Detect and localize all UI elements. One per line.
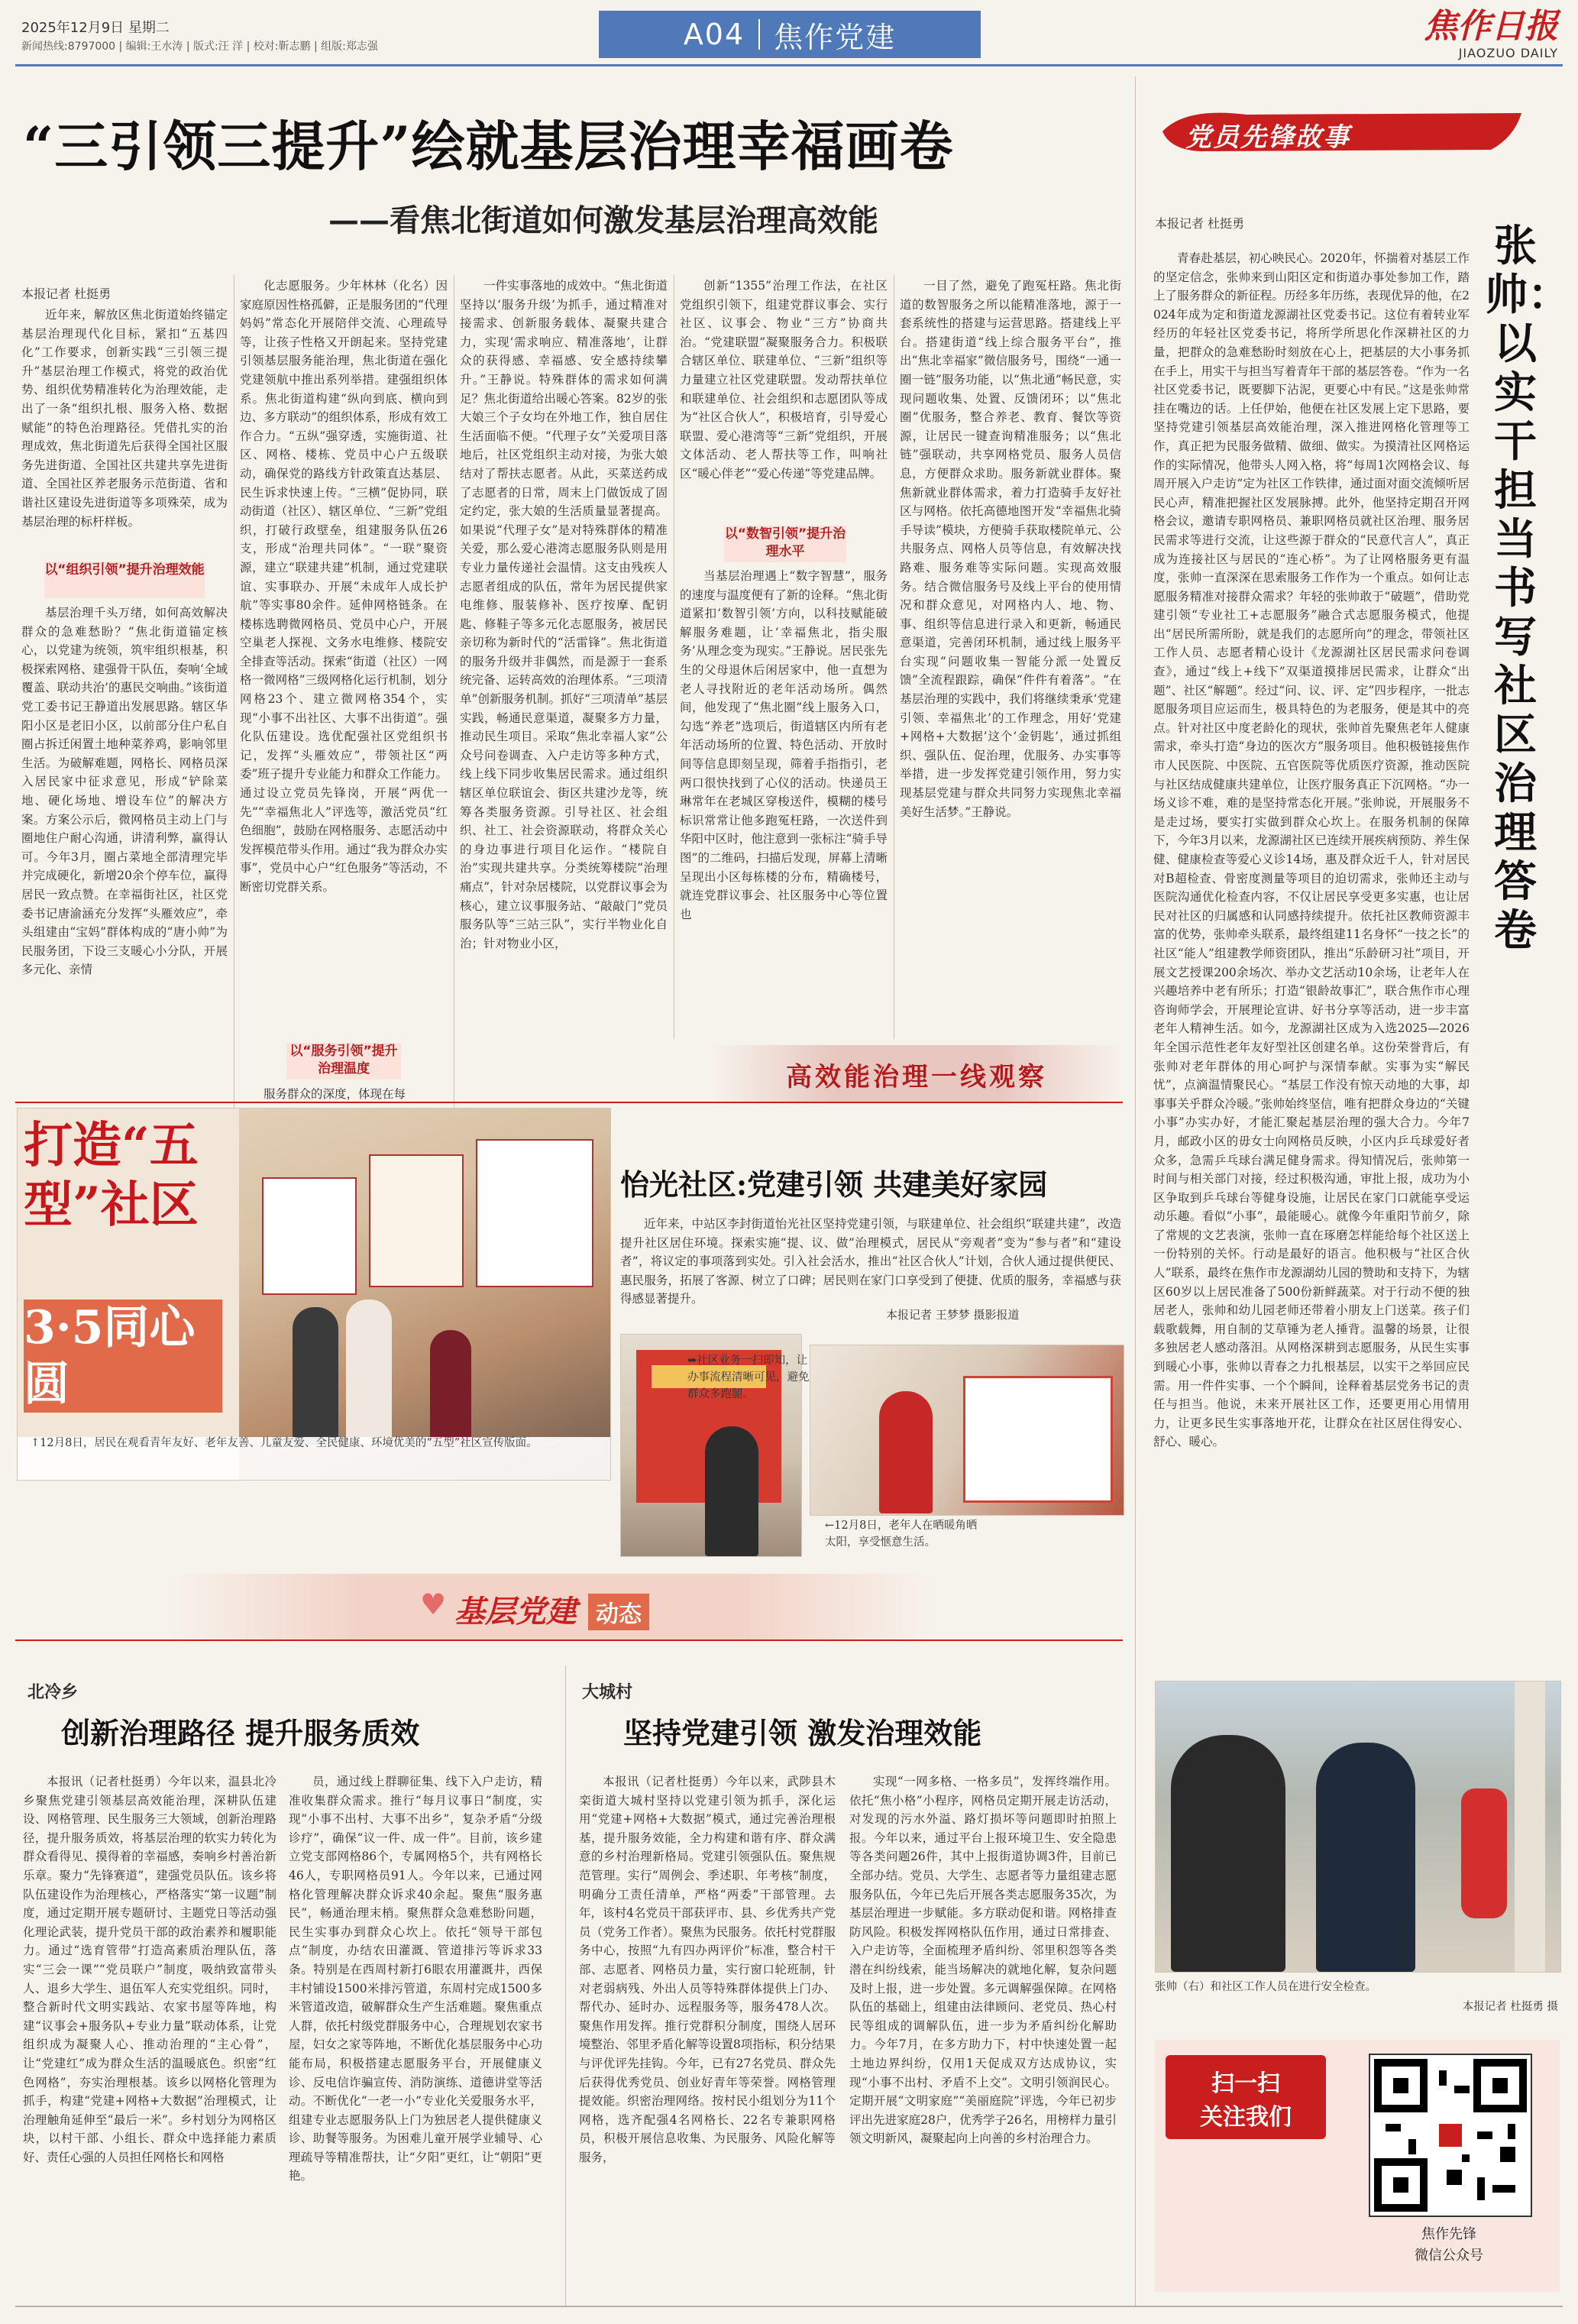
- story-banner: [1155, 107, 1529, 156]
- qr-label-b: 关注我们: [1200, 2104, 1292, 2131]
- qr-text-a: 焦作先锋: [1421, 2226, 1476, 2242]
- main-col4-text: 创新“1355”治理工作法，在社区党组织引领下，组建党群议事会、实行社区、议事会、物业“三方”协商共治。“党建联盟”凝聚服务合力。积极联合辖区单位、联建单位、“三新”组织等力量建立社区党建联盟。发动帮扶单位和联建单位、社会组织和志愿团队等成为“社区合伙人”，积极培育，引导爱心联盟、爱心港湾等“三新”党组织，开展文体活动、老人帮扶等工作，叫响社区“暖心伴老”“爱心传递”等党建品牌。: [680, 279, 888, 481]
- story-title: 张帅： 以实干担当书写社区治理答卷: [1485, 221, 1570, 956]
- photo-slogan-b: 3·5同心圆: [24, 1300, 222, 1413]
- photo-safety-check: [1155, 1681, 1561, 1973]
- main-col5-text: 一目了然，避免了跑冤枉路。焦北街道的数智服务之所以能精准落地，源于一套系统性的搭建与运营思路。搭建线上平台。搭建街道“线上综合服务平台”，推出“焦北幸福家”微信服务号，围绕“一通一圈一链”服务功能，以“焦北通”畅民意，实现问题收集、处置、反馈闭环；以“焦北圈”优服务，整合养老、教育、餐饮等资源，让居民一键查询精准服务；以“焦北链”强联动，共享网格党员、服务人员信息，方便群众求助。服务新就业群体。聚焦新就业群体需求，着力打造骑手友好社区与网格。依托高德地图开发“幸福焦北骑手导读”模块，方便骑手获取楼院单元、公共服务点、网格人员等信息，有效解决找路难、服务难等实际问题。实现高效服务。结合微信服务号及线上平台的使用情况和群众意见，对网格内人、地、物、事、组织等信息进行录入和更新，畅通民意渠道，完善闭环机制，通过线上服务平台实现“问题收集一智能分派一处置反馈”全流程跟踪，确保“件件有着落”。“在基层治理的实践中，我们将继续秉承‘党建引领、幸福焦北’的工作理念，用好‘党建+网格+大数据’这个‘金钥匙’，通过抓组织、强队伍、促治理，优服务、办实事等举措，进一步发挥党建引领作用，努力实现基层党建与群众共同努力实现焦北幸福美好生活梦。”王静说。: [900, 279, 1121, 819]
- qr-code-icon: [1370, 2055, 1531, 2216]
- dyn-left-col2: 员，通过线上群聊征集、线下入户走访，精准收集群众需求。推行“每月议事日”制度，实现“小事不出村、大事不出乡”，复杂矛盾“分级诊疗”，确保“议一件、成一件”。目前，该乡建立党支部网格86个，专属网格5个，共有网格长46人，专职网格员91人。今年以来，已通过网格化管理解决群众诉求40余起。聚焦“服务惠民”，畅通治理末梢。聚焦群众急难愁盼问题，民生实事办到群众心坎上。依托“领导干部包点”制度，办结农田灌溉、管道排污等诉求33条。特别是在西周村新打6眼农用灌溉井，西保丰村铺设1500米排污管道，东周村完成1500多米管道改造，破解群众生产生活难题。聚焦重点人群，依托村级党群服务中心，合理规划农家书屋，妇女之家等阵地，不断优化基层服务中心功能布局，积极搭建志愿服务平台，开展健康义诊、反电信诈骗宣传、消防演练、道德讲堂等活动。不断优化“一老一小”专业化关爱服务水平，组建专业志愿服务队上门为独居老人提供健康义诊、助餐等服务。为困难儿童开展学业辅导、心理疏导等精准帮扶，让“夕阳”更红，让“朝阳”更艳。: [289, 1775, 542, 2183]
- editor-meta: 新闻热线:8797000 | 编辑:王水涛 | 版式:汪 洋 | 校对:靳志鹏 | 组版:郑志强: [21, 40, 378, 53]
- logo-text: 焦作日报: [1424, 7, 1558, 46]
- section-header: [599, 11, 981, 58]
- caption-arrow-icon: ↑: [31, 1437, 40, 1449]
- main-col3-text: 一件实事落地的成效中。“焦北街道坚持以‘服务升级’为抓手，通过精准对接需求、创新服务载体、凝聚共建合力，实现‘需求响应、精准落地’，让群众的获得感、幸福感、安全感持续攀升。”王静说。特殊群体的需求如何满足？焦北街道给出暖心答案。82岁的张大娘三个子女均在外地工作，独自居住生活面临不便。“代理子女”关爱项目落地后，社区党组织主动对接，为张大娘结对了帮扶志愿者。从此，买菜送药成了志愿者的日常，周末上门做饭成了固定约定，张大娘的生活质量显著提高。如果说“代理子女”是对特殊群体的精准关爱，那么爱心港湾志愿服务队则是用专业力量传递社会温情。这支由残疾人志愿者组成的队伍，常年为居民提供家电维修、服装修补、医疗按摩、配钥匙、修鞋子等多元化志愿服务，被居民亲切称为新时代的“活雷锋”。焦北街道的服务升级并非偶然，而是源于一套系统完备、运转高效的治理体系。“三项清单”创新服务机制。抓好“三项清单”基层实践，畅通民意渠道，凝聚多方力量，推动民生项目。采取“焦北幸福人家”公众号问卷调查、入户走访等多种方式，线上线下同步收集居民需求。通过组织辖区单位联谊会、街区共建沙龙等，统筹各类服务资源。引导社区、社会组织、社工、社会资源联动，将群众关心的身边事进行项目化运作。“楼院自治”实现共建共享。分类统筹楼院“治理痛点”，针对杂居楼院，以党群议事会为核心，建立议事服务站、“敲敲门”党员服务队等“三站三队”，实行半物业化自治；针对物业小区，: [460, 279, 668, 950]
- main-col2-text: 化志愿服务。少年林林（化名）因家庭原因性格孤僻，正是服务团的“代理妈妈”常态化开展陪伴交流、心理疏导等，让孩子性格又开朗起来。坚持党建引领基层服务能治理，焦北街道在强化党建领航中推出系列举措。建强组织体系。焦北街道构建“纵向到底、横向到边、多方联动”的组织体系，形成有效工作合力。“五纵”强穿透，实施街道、社区、网格、楼栋、党员中心户五级联动，确保党的路线方针政策直达基层、民生诉求快速上传。“三横”促协同，联动街道（社区）、辖区单位、“三新”党组织，打破行政壁垒，组建服务队伍26支，形成“治理共同体”。“一联”聚资源，建立“联建共建”机制，通过党建联谊、实事联办、开展“未成年人成长护航”等实事80余件。延伸网格链条。在楼栋选聘微网格员、党员中心户，开展空巢老人探视、文务水电维修、楼院安全排查等活动。探索“街道（社区）一网格一微网格”三级网格化运行机制，划分网格23个、建立微网格354个，实现“小事不出社区、大事不出街道”。强化队伍建设。选优配强社区党组织书记，发挥“头雁效应”，带领社区“两委”班子提升专业能力和群众工作能力。通过设立党员先锋岗，开展“两优一先”“幸福焦北人”评选等，激活党员“红色细胞”，鼓励在网格服务、志愿活动中发挥模范带头作用。通过“我为群众办实事”，党员中心户“红色服务”等活动，不断密切党群关系。: [240, 279, 448, 894]
- qr-badge: [1166, 2055, 1326, 2139]
- qr-block: [1155, 2040, 1560, 2292]
- observe-banner-text: 高效能治理一线观察: [786, 1062, 1047, 1092]
- observe-credit: 本报记者 王梦梦 摄影报道: [886, 1308, 1020, 1322]
- caption-arrow-icon: ←: [825, 1520, 835, 1532]
- dyn-right-location: 大城村: [582, 1682, 633, 1702]
- qr-code[interactable]: [1369, 2054, 1532, 2217]
- photo-community-board: [17, 1108, 611, 1481]
- story-body-top: 青春赴基层，初心映民心。2020年，怀揣着对基层工作的坚定信念，张帅来到山阳区定和街道办事处参加工作，踏上了服务群众的新征程。历经多年历练，表现优异的他，在2024年成为定和街道龙源湖社区党委书记。这位有着转业军经历的年轻社区党委书记，将所学所思化作深耕社区的力量，把群众的急难愁盼时刻放在心上，把基层的大小事务抓在手上，用实干与担当写着青年干部的基层答卷。“作为一名社区党委书记，既要脚下沾泥，更要心中有民。”这是张帅常挂在嘴边的话。上任伊始，他便在社区发展上定下思路，要坚持党建引领基层高效能治理，深入推进网格化管理等工作，真正把为民服务做精、做细、做实。为摸清社区网格运作的实际情况，他带头人网入格，将“每周1次网格会议、每周开展入户走访”定为社区工作铁律，通过面对面交流倾听居民心声，精准把握社区发展脉搏。此外，他坚持定期召开网格会议，邀请专职网格员、兼职网格员就社区治理、服务居民需求等进行交流，让这些源于群众的“民意代言人”，真正成为连接社区与居民的“连心桥”。为了让网格服务更有温度，张帅一直深深在思索服务工作作为一个重点。如何让志愿服务精准对接群众需求？年轻的张帅敢于“破题”，借助党建引领“专业社工+志愿服务”融合式志愿服务模式，他提出“居民所需所盼，就是我们的志愿所向”的理念，带领社区工作人员、志愿者精心设计《龙源湖社区居民需求问卷调查》，通过“线上+线下”双渠道摸排居民需求，让群众“出题”、社区“解题”。经过“问、议、评、定”四步程序，一批志愿服务项目应运而生，极具特色的为老服务，便是其中的亮点。针对社区中度老龄化的现状，张帅首先聚焦老年人健康需求，牵头打造“身边的医次方”服务项目。他积极链接焦作市人民医院、中医院、五官医院等优质医疗资源，推动医院与社区结成健康共建单位，让医疗服务真正下沉网格。“办一场义诊不难，难的是坚持常态化开展。”张帅说，开展服务不是走过场，要实打实做到群众心坎上。在服务机制的保障下，今年3月以来，龙源湖社区已连续开展疾病预防、养生保健、健康检查等爱心义诊14场，惠及群众近千人，针对居民对B超检查、骨密度测量等项目的迫切需求，张帅还主动与医院沟通优化检查内容，不仅让居民享受更多实惠，也让居民对社区的归属感和认同感持续提升。依托社区教师资源丰富的优势，张帅牵头联系，最终组建11名身怀“一技之长”的社区“能人”组建教学师资团队，推出“乐龄研习社”项目，开展文艺授课200余场次、举办文艺活动10余场，让老年人在兴趣培养中老有所乐；打造“银龄故事汇”，联合焦作市心理咨询师学会，开展理论宣讲、好书分享等活动，进一步丰富老年人精神生活。如今，龙源湖社区成为入选2025—2026年全国示范性老年友好型社区创建名单。这份荣誉背后，有张帅对老年群体的用心呵护与深情奉献。实事为实“解民忧”，点滴温情聚民心。“基层工作没有惊天动地的大事，却事事关乎群众冷暖。”张帅始终坚信，唯有把群众身边的“关键小事”办实办好，才能汇聚起基层治理的强大合力。今年7月，邮政小区的毋女士向网格员反映，小区内乒乓球爱好者众多，急需乒乓球台满足健身需求。得知情况后，张帅第一时间与相关部门对接，经过积极沟通，审批上报，成功为小区争取到乒乓球台等健身设施，让居民在家门口就能享受运动乐趣。看似“小事”，最能暖心。就像今年重阳节前夕，除了常规的文艺表演，张帅一直在琢磨怎样能给每个社区送上一份特别的关怀。行动是最好的语言。他积极与“社区合伙人”联系，最终在焦作市龙源湖幼儿园的赞助和支持下，为辖区60岁以上居民准备了500份新鲜蔬菜。对于行动不便的独居老人，张帅和幼儿园老师还带着小朋友上门送菜。孩子们载歌载舞，用自制的艾草锤为老人捶背。温馨的场景，让很多独居老人感动落泪。从网格深耕到志愿服务，从民生实事到暖心小事，张帅以青春之力扎根基层，以实干之举回应民需。用一件件实事、一个个瞬间，诠释着基层党务书记的责任与担当。他说，未来开展社区工作，还要更用心用情用力，让更多民生实事落地开花，让群众在社区居住得安心、舒心、暖心。: [1153, 251, 1470, 1449]
- dynamics-banner-text-a: 基层党建: [454, 1594, 577, 1630]
- story-byline: 本报记者 杜挺勇: [1155, 216, 1245, 231]
- story-photo-credit: 本报记者 杜挺勇 摄: [1462, 2001, 1558, 2013]
- photo-caption-1: ↑12月8日，居民在观看青年友好、老年友善、儿童友爱、全民健康、环境优美的“五型”社区宣传版面。: [31, 1437, 538, 1449]
- dynamics-banner-text-b: 动态: [588, 1594, 649, 1630]
- dyn-left-location: 北冷乡: [27, 1682, 79, 1702]
- story-photo-caption: 张帅（右）和社区工作人员在进行安全检查。: [1155, 1981, 1376, 1993]
- observe-title: 怡光社区:党建引领 共建美好家园: [620, 1167, 1048, 1202]
- main-col4b-text: 当基层治理遇上“数字智慧”，服务的速度与温度便有了新的诠释。“焦北街道紧扣‘数智引领’方向，以科技赋能破解服务难题，让‘幸福焦北，指尖服务’从理念变为现实。”王静说。居民张先生的父母退休后闲居家中，他一直想为老人寻找附近的老年活动场所。偶然间，他发现了“焦北圈”线上服务入口，勾选“养老”选项后，街道辖区内所有老年活动场所的位置、特色活动、开放时间等信息即刻呈现，筛着手指指引，老两口很快找到了心仪的活动。快递员王琳常年在老城区穿梭送件，模糊的楼号标识常常让他多跑冤枉路，一次送件到华阳中区时，他注意到一张标注“骑手导图”的二维码，扫描后发现，屏幕上清晰呈现出小区每栋楼的分布，精确楼号，就连党群议事会、社区服务中心等位置也: [680, 569, 888, 921]
- dyn-right-title: 坚持党建引领 激发治理效能: [623, 1716, 982, 1750]
- masthead-rule: [15, 64, 1563, 66]
- observe-body: 近年来，中站区李封街道怡光社区坚持党建引领，与联建单位、社会组织“联建共建”，改造提升社区居住环境。探索实施“提、议、做”治理模式，居民从“旁观者”变为“参与者”和“建设者”，将议定的事项落到实处。引入社会活水，推出“社区合伙人”计划，合伙人通过提供便民、惠民服务，拓展了客源、树立了口碑；居民则在家门口享受到了便捷、优质的服务，幸福感与获得感显著提升。: [620, 1217, 1121, 1306]
- section-name: 焦作党建: [774, 20, 897, 54]
- main-col1b-text: 基层治理千头万绪，如何高效解决群众的急难愁盼？“焦北街道锚定核心，以党建为统领，筑牢组织根基，积极探索网格、建强骨干队伍，奏响‘全域覆盖、联动共治’的惠民交响曲。”该街道党工委书记王静道出发展思路。辖区华阳小区是老旧小区，以前部分住户私自圈占拆迁闲置土地种菜养鸡，影响邻里生活。为破解难题，网格长、网格员深入居民家中征求意见，形成“铲除菜地、硬化场地、增设车位”的解决方案。方案公示后，微网格员主动上门与圈地住户耐心沟通，讲清利弊，赢得认可。今年3月，圈占菜地全部清理完毕并完成硬化，新增20余个停车位，赢得居民一致点赞。在幸福街社区，社区党委书记唐渝涵充分发挥“头雁效应”，牵头组建由“宝妈”群体构成的“唐小帅”为民服务团，下设三支暖心小分队，开展多元化、亲情: [21, 606, 228, 977]
- photo-qr-guide: [810, 1345, 1124, 1516]
- dynamics-banner: [168, 1574, 932, 1639]
- dyn-right-col2: 实现“一网多格、一格多员”，发挥终端作用。依托“焦小格”小程序，网格员定期开展走访活动，对发现的污水外溢、路灯损坏等问题即时拍照上报。今年以来，通过平台上报环境卫生、安全隐患等各类问题26件，其中上报街道协调3件，目前已全部办结。党员、大学生、志愿者等力量组建志愿服务队伍，今年已先后开展各类志愿服务35次，为基层治理进一步赋能。多方联动促和谐。网格排查防风险。积极发挥网格队伍作用，通过日常排查、入户走访等，全面梳理矛盾纠纷、邻里积怨等各类潜在纠纷线索，能当场解决的就地化解，复杂问题及时上报，进一步处置。多元调解强保障。在网格队伍的基础上，组建由法律顾问、老党员、热心村民等组成的调解队伍，进一步为矛盾纠纷化解助力。今年7月，在多方助力下，村中快速处置一起土地边界纠纷，仅用1天促成双方达成协议，实现“小事不出村、矛盾不上交”。文明引领润民心。定期开展“文明家庭”“美丽庭院”评选，今年已初步评出先进家庭28户，优秀学子26名，用榜样力量引领文明新风，凝聚起向上向善的乡村治理合力。: [849, 1775, 1117, 2146]
- photo-slogan-a: 打造“五型”社区: [24, 1117, 199, 1234]
- qr-text-b: 微信公众号: [1415, 2248, 1483, 2264]
- main-col2b-text: 服务群众的深度，体现在每: [264, 1087, 406, 1101]
- caption-arrow-icon: ➡: [687, 1355, 697, 1367]
- heart-icon: ♥: [420, 1588, 447, 1621]
- newspaper-logo: [1375, 8, 1558, 60]
- page-number: A04: [683, 18, 745, 51]
- photo-caption-3: ←12月8日，老年人在晒暖角晒太阳，享受惬意生活。: [825, 1520, 978, 1549]
- dyn-left-col1: 本报讯（记者杜挺勇）今年以来，温县北冷乡聚焦党建引领基层高效能治理，深耕队伍建设、网格管理、民生服务三大领域，创新治理路径，提升服务质效，将基层治理的软实力转化为群众看得见、摸得着的幸福感，奏响乡村善治新乐章。聚力“先锋赛道”，建强党员队伍。该乡将队伍建设作为治理核心，严格落实“第一议题”制度，通过定期开展专题研讨、主题党日等活动强化理论武装，提升党员干部的政治素养和履职能力。通过“选育管带”打造高素质治理队伍，落实“三会一课”“党员联户”制度，吸纳致富带头人、退乡大学生、退伍军人充实党组织。同时，整合新时代文明实践站、农家书屋等阵地，构建“议事会+服务队+专业力量”联动体系，让党组织成为凝聚人心、推动治理的“主心骨”，让“党建红”成为群众生活的温暖底色。织密“红色网格”，夯实治理根基。该乡以网格化管理为抓手，构建“党建+网格+大数据”治理模式，让治理触角延伸至“最后一米”。乡村划分为网格区块，以村干部、小组长、群众中选择能力素质好、责任心强的人员担任网格长和网格: [23, 1775, 276, 2164]
- main-byline: 本报记者 杜挺勇: [21, 286, 112, 301]
- dyn-right-col1: 本报讯（记者杜挺勇）今年以来，武陟县木栾街道大城村坚持以党建引领为抓手，深化运用“党建+网格+大数据”模式，通过完善治理根基，提升服务效能，全力构建和谐有序、群众满意的乡村治理新格局。党建引领强队伍。聚焦规范管理。实行“周例会、季述职、年考核”制度，明确分工责任清单，严格“两委”干部管理。去年，该村4名党员干部获评市、县、乡优秀共产党员（党务工作者）。聚焦为民服务。依托村党群服务中心，按照“九有四办两评价”标准，整合村干部、志愿者、网格员力量，实行窗口轮班制，针对老弱病残、外出人员等特殊群体提供上门办、帮代办、延时办、远程服务等，服务478人次。聚焦作用发挥。推行党群积分制度，围绕人居环境整治、邻里矛盾化解等设置8项指标，积分结果与评优评先挂钩。今年，已有27名党员、群众先后获得优秀党员、创业好青年等荣誉。网格管理提效能。织密治理网络。按村民小组划分为11个网格，选齐配强4名网格长、22名专兼职网格员，积极开展信息收集、为民服务、风险化解等服务，: [579, 1775, 836, 2164]
- main-col1-text: 近年来，解放区焦北街道始终锚定基层治理现代化目标，紧扣“五基四化”工作要求，创新实践“三引领三提升”基层治理工作模式，将党的政治优势、组织优势精准转化为治理效能，走出了一条“组织扎根、服务入格、数据赋能”的特色治理路径。凭借扎实的治理成效，焦北街道先后获得全国社区服务先进街道、全国社区共建共享先进街道、全国社区养老服务示范街道、省和谐社区建设先进街道等多项殊荣，成为基层治理的标杆样板。: [21, 308, 228, 529]
- observe-banner: [710, 1045, 1123, 1102]
- dyn-left-title: 创新治理路径 提升服务质效: [61, 1716, 420, 1750]
- qr-label-a: 扫一扫: [1211, 2070, 1280, 2097]
- main-subhead-2: 以“服务引领”提升治理温度: [286, 1043, 401, 1079]
- story-banner-text: 党员先锋故事: [1185, 122, 1350, 153]
- main-subhead-1: 以“组织引领”提升治理效能: [44, 562, 205, 598]
- main-subhead-3: 以“数智引领”提升治理水平: [724, 526, 846, 562]
- main-headline: “三引领三提升”绘就基层治理幸福画卷: [23, 115, 954, 178]
- photo-caption-2: ➡社区业务一扫即知，让办事流程清晰可见，避免群众多跑腿。: [687, 1355, 810, 1400]
- logo-english: JIAOZUO DAILY: [1458, 46, 1558, 60]
- issue-date: 2025年12月9日 星期二: [21, 20, 170, 36]
- main-subheadline: ——看焦北街道如何激发基层治理高效能: [328, 202, 878, 238]
